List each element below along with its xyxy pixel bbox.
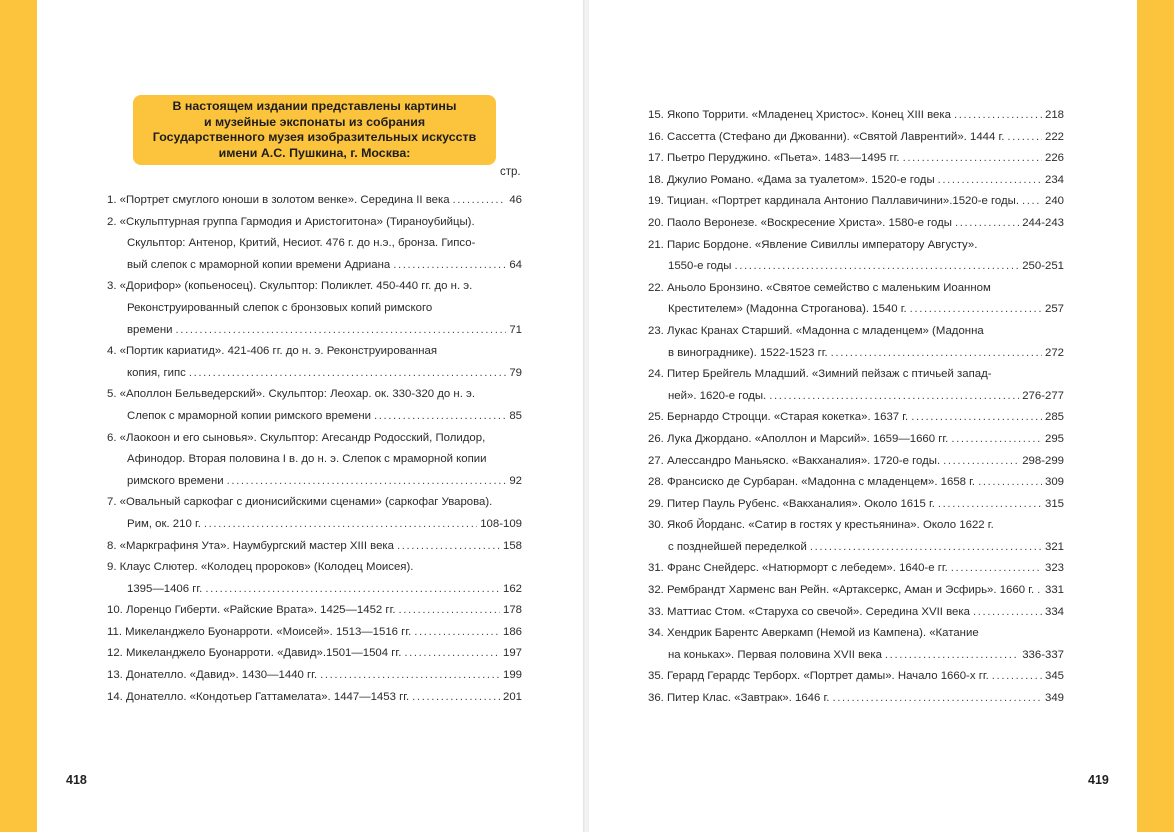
toc-entry-text: копия, гипс — [127, 366, 186, 379]
dot-leader — [399, 600, 500, 622]
toc-entry — [648, 148, 1064, 170]
toc-entry — [107, 687, 522, 709]
toc-entry — [107, 557, 522, 579]
toc-entry — [648, 429, 1064, 451]
toc-entry — [107, 665, 522, 687]
toc-entry-continuation — [648, 645, 1064, 667]
toc-entry — [107, 600, 522, 622]
dot-leader — [1037, 580, 1042, 602]
toc-entry-text: 4. «Портик кариатид». 421-406 гг. до н. э. Реконструированная — [107, 345, 438, 358]
dot-leader — [1022, 191, 1042, 213]
toc-entry — [648, 623, 1064, 645]
dot-leader — [176, 320, 507, 342]
dot-leader — [320, 665, 500, 687]
toc-page-number: 178 — [502, 604, 522, 617]
toc-entry-text: 6. «Лаокоон и его сыновья». Скульптор: Агесандр Родосский, Полидор, — [107, 431, 486, 444]
toc-entry-text: 23. Лукас Кранах Старший. «Мадонна с младенцем» (Мадонна — [648, 324, 984, 337]
toc-page-number: 201 — [502, 690, 522, 703]
toc-page-number: 158 — [502, 539, 522, 552]
dot-leader — [954, 105, 1042, 127]
toc-entry-text: 9. Клаус Слютер. «Колодец пророков» (Колодец Моисея). — [107, 561, 414, 574]
dot-leader — [412, 687, 500, 709]
dot-leader — [831, 343, 1042, 365]
toc-entry-text: 36. Питер Клас. «Завтрак». 1646 г. — [648, 692, 830, 705]
dot-leader — [227, 471, 507, 493]
toc-page-number: 272 — [1044, 346, 1064, 359]
dot-leader — [414, 622, 500, 644]
toc-page-number: 349 — [1044, 692, 1064, 705]
dot-leader — [938, 170, 1042, 192]
toc-entry-continuation — [648, 343, 1064, 365]
toc-entry — [648, 602, 1064, 624]
toc-page-number: 315 — [1044, 497, 1064, 510]
toc-entry — [648, 235, 1064, 257]
toc-entry-text: 28. Франсиско де Сурбаран. «Мадонна с младенцем». 1658 г. — [648, 476, 976, 489]
toc-entry-text: 26. Лука Джордано. «Аполлон и Марсий». 1659—1660 гг. — [648, 432, 949, 445]
toc-entry — [648, 451, 1064, 473]
toc-entry — [648, 472, 1064, 494]
toc-entry-text: 7. «Овальный саркофаг с дионисийскими сценами» (саркофаг Уварова). — [107, 496, 493, 509]
toc-entry-continuation — [648, 386, 1064, 408]
toc-entry — [648, 321, 1064, 343]
toc-entry-text: 10. Лоренцо Гиберти. «Райские Врата». 1425—1452 гг. — [107, 604, 396, 617]
toc-entry-text: 24. Питер Брейгель Младший. «Зимний пейзаж с птичьей запад- — [648, 368, 992, 381]
toc-entry-continuation — [107, 363, 522, 385]
toc-page-number: 226 — [1044, 152, 1064, 165]
toc-entry-text: 3. «Дорифор» (копьеносец). Скульптор: Поликлет. 450-440 гг. до н. э. — [107, 280, 473, 293]
dot-leader — [393, 255, 506, 277]
toc-entry-text: 1395—1406 гг. — [127, 582, 203, 595]
toc-entry — [648, 364, 1064, 386]
toc-entry-text: 5. «Аполлон Бельведерский». Скульптор: Леохар. ок. 330-320 до н. э. — [107, 388, 476, 401]
toc-list-right — [648, 105, 1064, 710]
dot-leader — [938, 494, 1042, 516]
toc-page-number: 345 — [1044, 670, 1064, 683]
toc-page-number: 321 — [1044, 540, 1064, 553]
toc-entry-continuation — [107, 406, 522, 428]
toc-entry-text: Рим, ок. 210 г. — [127, 517, 201, 530]
toc-page-number: 336-337 — [1022, 648, 1064, 661]
toc-page-number: 244-243 — [1022, 216, 1064, 229]
toc-entry — [107, 643, 522, 665]
toc-entry-continuation — [107, 514, 522, 536]
toc-entry — [107, 622, 522, 644]
toc-entry-continuation — [648, 537, 1064, 559]
toc-entry-text: 15. Якопо Торрити. «Младенец Христос». Конец XIII века — [648, 109, 951, 121]
toc-entry — [648, 213, 1064, 235]
toc-entry-text: 21. Парис Бордоне. «Явление Сивиллы императору Августу». — [648, 238, 978, 251]
toc-page-number: 218 — [1044, 109, 1064, 121]
toc-entry-text: на коньках». Первая половина XVII века — [668, 648, 882, 661]
callout-box: В настоящем издании представлены картины и музейные экспонаты из собрания Государственного музея изобразительных искусств имени А.С. Пушкина, г. Москва: — [133, 95, 496, 165]
toc-entry-text: 20. Паоло Веронезе. «Воскресение Христа». 1580-е годы — [648, 216, 952, 229]
dot-leader — [943, 451, 1019, 473]
toc-entry-text: 11. Микеланджело Буонарроти. «Моисей». 1513—1516 гг. — [107, 625, 412, 638]
toc-entry-continuation — [107, 449, 522, 471]
dot-leader — [453, 190, 507, 212]
toc-page-number: 92 — [509, 474, 522, 487]
toc-entry-text: Реконструированный слепок с бронзовых копий римского — [127, 301, 433, 314]
toc-entry — [107, 276, 522, 298]
toc-page-number: 309 — [1044, 476, 1064, 489]
toc-entry-text: 35. Герард Герардс Терборх. «Портрет дамы». Начало 1660-х гг. — [648, 670, 989, 683]
toc-entry-continuation — [107, 579, 522, 601]
dot-leader — [204, 514, 477, 536]
toc-entry-text: 33. Маттиас Стом. «Старуха со свечой». Середина XVII века — [648, 605, 970, 618]
dot-leader — [189, 363, 506, 385]
toc-entry — [648, 407, 1064, 429]
toc-entry-text: 34. Хендрик Барентс Аверкамп (Немой из Кампена). «Катание — [648, 627, 979, 640]
toc-entry — [648, 278, 1064, 300]
dot-leader — [992, 666, 1042, 688]
dot-leader — [374, 406, 506, 428]
dot-leader — [769, 386, 1019, 408]
toc-entry — [648, 666, 1064, 688]
toc-entry-text: 19. Тициан. «Портрет кардинала Антонио Паллавичини».1520-е годы. — [648, 195, 1020, 208]
toc-entry — [648, 191, 1064, 213]
toc-entry-continuation — [648, 256, 1064, 278]
toc-entry-text: 16. Сассетта (Стефано ди Джованни). «Святой Лаврентий». 1444 г. — [648, 130, 1005, 143]
toc-entry-continuation — [107, 233, 522, 255]
toc-entry-continuation — [107, 298, 522, 320]
page-number-left: 418 — [66, 773, 87, 787]
toc-page-number: 197 — [502, 647, 522, 660]
toc-entry — [648, 580, 1064, 602]
toc-entry-text: 32. Рембрандт Харменс ван Рейн. «Артаксеркс, Аман и Эсфирь». 1660 г. — [648, 584, 1035, 597]
toc-entry-text: Крестителем» (Мадонна Строгановa). 1540 г. — [668, 303, 907, 316]
dot-leader — [973, 602, 1042, 624]
toc-entry-text: 30. Якоб Йорданс. «Сатир в гостях у крестьянина». Около 1622 г. — [648, 519, 994, 532]
toc-page-number: 199 — [502, 669, 522, 682]
toc-entry-continuation — [648, 299, 1064, 321]
dot-leader — [885, 645, 1019, 667]
toc-entry-text: 1550-е годы — [668, 260, 732, 273]
dot-leader — [1007, 127, 1042, 149]
page-number-right: 419 — [1088, 773, 1109, 787]
toc-entry-text: 22. Аньоло Бронзино. «Святое семейство с маленьким Иоанном — [648, 281, 991, 294]
dot-leader — [978, 472, 1042, 494]
dot-leader — [911, 407, 1042, 429]
toc-page-number: 85 — [509, 409, 522, 422]
toc-entry-text: 2. «Скульптурная группа Гармодия и Аристогитона» (Тираноубийцы). — [107, 215, 475, 228]
toc-entry-text: 18. Джулио Романо. «Дама за туалетом». 1520-е годы — [648, 173, 935, 186]
toc-page-number: 295 — [1044, 432, 1064, 445]
toc-page-number: 331 — [1044, 584, 1064, 597]
toc-list-left — [107, 190, 522, 708]
toc-entry-text: 27. Алессандро Маньяско. «Вакханалия». 1720-е годы. — [648, 454, 941, 467]
toc-entry — [107, 428, 522, 450]
toc-page-number: 240 — [1044, 195, 1064, 208]
toc-entry — [107, 341, 522, 363]
toc-page-number: 186 — [502, 625, 522, 638]
toc-page-number: 250-251 — [1022, 260, 1064, 273]
toc-page-number: 162 — [502, 582, 522, 595]
toc-entry-text: ней». 1620-е годы. — [668, 389, 767, 402]
toc-page-number: 334 — [1044, 605, 1064, 618]
toc-entry — [648, 558, 1064, 580]
toc-entry-text: 12. Микеланджело Буонарроти. «Давид».1501—1504 гг. — [107, 647, 402, 660]
dot-leader — [397, 536, 500, 558]
toc-entry — [107, 190, 522, 212]
toc-page-number: 71 — [509, 323, 522, 336]
toc-page-number: 108-109 — [480, 517, 522, 530]
dot-leader — [404, 643, 500, 665]
toc-page-number: 222 — [1044, 130, 1064, 143]
toc-entry — [107, 212, 522, 234]
toc-entry — [107, 492, 522, 514]
toc-page-number: 285 — [1044, 411, 1064, 424]
toc-entry — [648, 170, 1064, 192]
dot-leader — [205, 579, 500, 601]
toc-entry-continuation — [107, 471, 522, 493]
dot-leader — [955, 213, 1019, 235]
toc-entry — [107, 384, 522, 406]
toc-entry-text: 25. Бернардо Строцци. «Старая кокетка». 1637 г. — [648, 411, 909, 424]
toc-entry — [648, 688, 1064, 710]
toc-entry-text: в винограднике). 1522-1523 гг. — [668, 346, 828, 359]
dot-leader — [903, 148, 1042, 170]
toc-entry-text: римского времени — [127, 474, 224, 487]
toc-entry-text: 8. «Маркграфиня Ута». Наумбургский мастер XIII века — [107, 539, 394, 552]
dot-leader — [951, 558, 1042, 580]
toc-entry-text: 1. «Портрет смуглого юноши в золотом венке». Середина II века — [107, 194, 450, 206]
toc-entry-text: 31. Франс Снейдерс. «Натюрморт с лебедем». 1640-е гг. — [648, 562, 948, 575]
toc-entry-text: с позднейшей переделкой — [668, 540, 807, 553]
toc-entry-continuation — [107, 255, 522, 277]
toc-page-number: 323 — [1044, 562, 1064, 575]
toc-entry — [107, 536, 522, 558]
toc-entry-text: времени — [127, 323, 173, 336]
dot-leader — [734, 256, 1019, 278]
toc-entry-text: Слепок с мраморной копии римского времени — [127, 409, 371, 422]
dot-leader — [910, 299, 1042, 321]
toc-page-number: 276-277 — [1022, 389, 1064, 402]
dot-leader — [951, 429, 1042, 451]
toc-entry-text: Афинодор. Вторая половина I в. до н. э. Слепок с мраморной копии — [127, 453, 487, 466]
dot-leader — [810, 537, 1042, 559]
toc-entry — [648, 127, 1064, 149]
toc-entry-text: 17. Пьетро Перуджино. «Пьета». 1483—1495 гг. — [648, 152, 900, 165]
toc-entry-text: 14. Донателло. «Кондотьер Гаттамелата». 1447—1453 гг. — [107, 690, 410, 703]
toc-page-number: 79 — [509, 366, 522, 379]
toc-page-number: 64 — [509, 258, 522, 271]
toc-entry — [648, 515, 1064, 537]
toc-entry-text: вый слепок с мраморной копии времени Адриана — [127, 258, 391, 271]
toc-page-number: 46 — [509, 194, 522, 206]
toc-entry-text: 13. Донателло. «Давид». 1430—1440 гг. — [107, 669, 318, 682]
page-column-label: стр. — [500, 166, 521, 178]
toc-entry — [648, 105, 1064, 127]
toc-entry-text: 29. Питер Пауль Рубенс. «Вакханалия». Около 1615 г. — [648, 497, 935, 510]
toc-page-number: 298-299 — [1022, 454, 1064, 467]
toc-entry-continuation — [107, 320, 522, 342]
toc-page-number: 257 — [1044, 303, 1064, 316]
toc-page-number: 234 — [1044, 173, 1064, 186]
toc-entry — [648, 494, 1064, 516]
toc-entry-text: Скульптор: Антенор, Критий, Несиот. 476 г. до н.э., бронза. Гипсо- — [127, 237, 476, 250]
dot-leader — [832, 688, 1042, 710]
